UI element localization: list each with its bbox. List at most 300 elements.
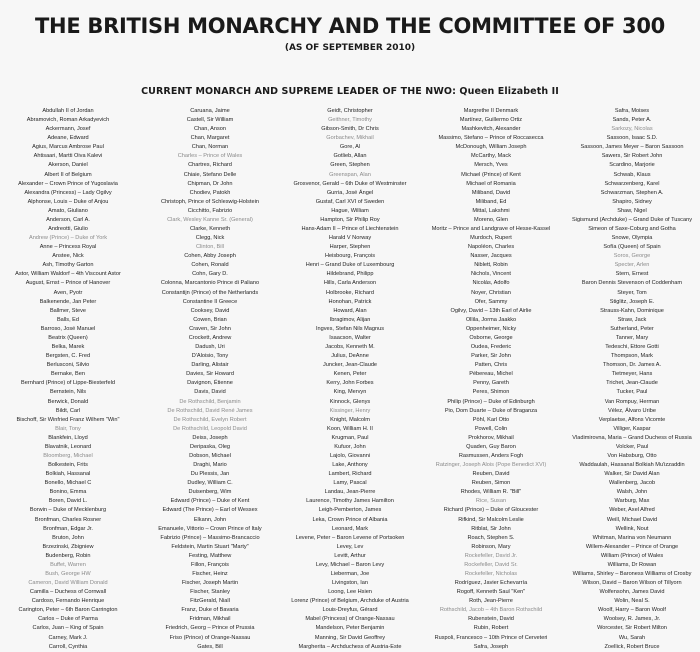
- list-item: Van Rompuy, Herman: [604, 398, 660, 405]
- list-item: Woolsey, R. James, Jr.: [603, 616, 661, 623]
- list-item: Chan, Margaret: [190, 135, 230, 142]
- list-item: Bolkestein, Frits: [48, 462, 88, 469]
- list-item: Darling, Alistair: [191, 362, 229, 369]
- list-item: Balls, Ed: [56, 316, 80, 323]
- list-item: Miliband, David: [471, 189, 511, 196]
- list-item: Fischer, Heinz: [192, 570, 228, 577]
- list-item: Bush, George HW: [45, 570, 91, 577]
- list-item: Thompson, Mark: [611, 353, 653, 360]
- list-item: Constantine II Greece: [182, 298, 238, 305]
- list-item: Vladimirovna, Maria – Grand Duchess of Russia: [572, 434, 692, 441]
- list-item: Margrethe II Denmark: [463, 108, 519, 114]
- list-item: Powell, Colin: [474, 425, 508, 432]
- list-item: Deiss, Joseph: [192, 434, 228, 441]
- list-item: Scardino, Marjorie: [609, 162, 655, 169]
- list-item: Dobson, Michael: [189, 452, 231, 459]
- list-item: Budenberg, Robin: [45, 552, 91, 559]
- list-item: Philip (Prince) – Duke of Edinburgh: [447, 398, 535, 405]
- list-item: Sofía (Queen) of Spain: [603, 244, 661, 251]
- list-item: Ruspoli, Francesco – 10th Prince of Cerveteri: [434, 634, 548, 641]
- list-item: Amato, Giuliano: [48, 207, 88, 214]
- list-item: Niblett, Robin: [474, 262, 508, 269]
- list-item: Bolkiah, Hassanal: [45, 471, 91, 478]
- list-item: Emanuele, Vittorio – Crown Prince of Italy: [158, 525, 262, 532]
- list-item: Heisbourg, François: [324, 253, 376, 260]
- list-item: Dadush, Uri: [195, 344, 225, 351]
- list-item: Rodríguez, Javier Echevarría: [454, 580, 528, 587]
- list-item: Bruton, John: [52, 534, 84, 541]
- name-column-1: [4, 107, 132, 652]
- list-item: Reuben, Simon: [471, 480, 511, 487]
- list-item: Osborne, George: [469, 334, 513, 341]
- list-item: Rice, Susan: [475, 498, 507, 505]
- list-item: Buffet, Warren: [50, 561, 86, 568]
- list-item: Sutherland, Peter: [610, 325, 654, 332]
- list-item: Clarke, Kenneth: [189, 226, 231, 233]
- list-item: Davies, Sir Howard: [186, 371, 234, 378]
- list-item: Hildebrand, Philipp: [326, 271, 374, 278]
- list-item: Rhodes, William R. "Bill": [460, 489, 522, 496]
- list-item: Williams, Dr Rowan: [607, 561, 657, 568]
- list-item: Andrew (Prince) – Duke of York: [28, 235, 108, 242]
- list-item: Strauss-Kahn, Dominique: [600, 307, 664, 314]
- list-item: Blair, Tony: [55, 425, 81, 432]
- list-item: Schwab, Klaus: [613, 171, 651, 178]
- list-item: Specter, Arlen: [614, 262, 650, 269]
- list-item: Hampton, Sir Philip Roy: [320, 216, 380, 223]
- list-item: Borwin – Duke of Mecklenburg: [29, 507, 107, 514]
- list-item: Barroso, José Manuel: [40, 325, 96, 332]
- list-item: Cohen, Abby Joseph: [184, 253, 236, 260]
- list-item: Rockefeller, David Jr.: [464, 552, 518, 559]
- list-item: Prokhorov, Mikhail: [468, 434, 514, 441]
- list-item: Agius, Marcus Ambrose Paul: [32, 144, 104, 151]
- name-column-2: [146, 107, 274, 652]
- list-item: Carlos – Duke of Parma: [38, 616, 98, 623]
- list-item: Edward (The Prince) – Earl of Wessex: [162, 507, 258, 514]
- list-item: Lake, Anthony: [332, 462, 368, 469]
- list-item: Waddaulah, Hassanal Bolkiah Mu'izzaddin: [579, 462, 685, 469]
- list-item: Bloomberg, Michael: [43, 452, 93, 459]
- list-item: Williams, Shirley – Baroness Williams of Crosby: [572, 570, 692, 577]
- list-item: Nicolás, Adolfo: [472, 280, 510, 287]
- list-item: Cooksey, David: [190, 307, 230, 314]
- list-item: Gibson-Smith, Dr Chris: [321, 126, 379, 133]
- list-item: De Rothschild, Benjamin: [179, 398, 241, 405]
- list-item: Noyer, Christian: [471, 289, 511, 296]
- list-item: Juncker, Jean-Claude: [322, 362, 378, 369]
- list-item: Pébereau, Michel: [469, 371, 513, 378]
- list-item: Chan, Anson: [193, 126, 227, 133]
- list-item: Loong, Lee Hsien: [328, 589, 372, 596]
- list-item: Berlusconi, Silvio: [46, 362, 90, 369]
- list-item: Ibragimov, Alijan: [329, 316, 371, 323]
- list-item: Murdoch, Rupert: [470, 235, 512, 242]
- list-item: Livingston, Ian: [331, 580, 369, 587]
- list-item: Charles – Prince of Wales: [177, 153, 243, 160]
- list-item: Rothschild, Jacob – 4th Baron Rothschild: [439, 607, 543, 614]
- list-item: Fischer, Stanley: [190, 589, 230, 596]
- list-item: Steyer, Tom: [617, 289, 647, 296]
- list-item: Mittal, Lakshmi: [472, 207, 510, 214]
- list-item: Ofer, Sammy: [474, 298, 508, 305]
- list-item: Soros, George: [613, 253, 651, 260]
- list-item: Miliband, Ed: [475, 198, 507, 205]
- list-item: Laurence, Timothy James Hamilton: [306, 498, 394, 505]
- list-item: Hague, William: [331, 207, 369, 214]
- list-item: Ollila, Jorma Jaakko: [465, 316, 517, 323]
- list-item: Ogilvy, David – 13th Earl of Airlie: [450, 307, 532, 314]
- list-item: Kinnock, Glenys: [329, 398, 371, 405]
- section-heading: CURRENT MONARCH AND SUPREME LEADER OF THE NWO: Queen Elizabeth II: [141, 86, 559, 97]
- list-item: Howard, Alan: [333, 307, 367, 314]
- list-item: Penny, Gareth: [473, 380, 509, 387]
- list-item: Friedrich, Georg – Prince of Prussia: [165, 625, 255, 632]
- list-item: Roth, Jean-Pierre: [469, 598, 513, 605]
- list-item: Baron Dennis Stevenson of Coddenham: [581, 280, 683, 287]
- list-item: Clinton, Bill: [196, 244, 224, 251]
- document-subtitle: (AS OF SEPTEMBER 2010): [284, 43, 416, 53]
- list-item: Verplaetse, Alfons Vicomte: [598, 416, 666, 423]
- list-item: Anderson, Carl A.: [46, 216, 90, 223]
- list-item: Zoellick, Robert Bruce: [604, 643, 660, 650]
- list-item: Stiglitz, Joseph E.: [609, 298, 655, 305]
- list-item: Dudley, William C.: [187, 480, 233, 487]
- list-item: Rockefeller, David Sr.: [464, 561, 518, 568]
- list-item: Abdullah II of Jordan: [42, 108, 94, 114]
- list-item: Oppenheimer, Nicky: [465, 325, 517, 332]
- list-item: Walsh, John: [616, 489, 648, 496]
- list-item: Napoléon, Charles: [467, 244, 515, 251]
- list-item: Rasmussen, Anders Fogh: [458, 452, 524, 459]
- list-item: Kerry, John Forbes: [326, 380, 374, 387]
- list-item: Trichet, Jean-Claude: [606, 380, 658, 387]
- list-item: Levitt, Arthur: [334, 552, 366, 559]
- list-item: Landau, Jean-Pierre: [324, 489, 376, 496]
- list-item: Roach, Stephen S.: [467, 534, 515, 541]
- list-item: Alphonse, Louis – Duke of Anjou: [27, 198, 109, 205]
- list-item: Anne – Princess Royal: [39, 244, 97, 251]
- list-item: McDonough, William Joseph: [455, 144, 527, 151]
- list-item: Levey, Lev: [336, 543, 364, 550]
- list-item: Isaacson, Walter: [329, 334, 371, 341]
- list-item: Chan, Norman: [191, 144, 229, 151]
- list-item: Leigh-Pemberton, James: [318, 507, 382, 514]
- list-item: D'Aloisio, Tony: [191, 353, 229, 360]
- list-item: Worcester, Sir Robert Milton: [597, 625, 667, 632]
- list-item: Clegg, Nick: [195, 235, 225, 242]
- list-item: Craven, Sir John: [189, 325, 231, 332]
- list-item: Akerson, Daniel: [48, 162, 88, 169]
- list-item: Carroll, Cynthia: [48, 643, 88, 650]
- list-item: Pöhl, Karl Otto: [472, 416, 510, 423]
- list-item: De Rothschild, Evelyn Robert: [173, 416, 247, 423]
- list-item: Elkann, John: [193, 516, 227, 523]
- list-item: Wallenberg, Jacob: [608, 480, 656, 487]
- list-item: Sassoon, Isaac S.D.: [606, 135, 658, 142]
- list-item: Cameron, David William Donald: [28, 580, 108, 587]
- list-item: Sands, Peter A.: [612, 117, 652, 124]
- list-item: Greenspan, Alan: [329, 171, 371, 178]
- list-item: Pio, Dom Duarte – Duke of Braganza: [444, 407, 538, 414]
- list-item: Schwarzenberg, Karel: [604, 180, 660, 187]
- list-item: Hills, Carla Anderson: [323, 280, 377, 287]
- list-item: Wu, Sarah: [618, 634, 646, 641]
- list-item: Kissinger, Henry: [329, 407, 371, 414]
- list-item: Wilson, David – Baron Wilson of Tillyorn: [582, 580, 682, 587]
- list-item: Oudea, Frederic: [470, 344, 512, 351]
- list-item: Tanner, Mary: [615, 334, 649, 341]
- list-item: Gorbachev, Mikhail: [326, 135, 374, 142]
- list-item: Margherita – Archduchess of Austria-Este: [298, 643, 402, 650]
- list-item: Warburg, Max: [614, 498, 650, 505]
- list-item: Kenen, Peter: [333, 371, 367, 378]
- list-item: Balkenende, Jan Peter: [39, 298, 97, 305]
- list-item: Chodiev, Patokh: [189, 189, 231, 196]
- list-item: Chipman, Dr John: [187, 180, 233, 187]
- list-item: Christoph, Prince of Schleswig-Holstein: [161, 198, 259, 205]
- list-item: Anstee, Nick: [52, 253, 84, 260]
- list-item: Carlos, Juan – King of Spain: [32, 625, 104, 632]
- list-item: Ash, Timothy Garton: [42, 262, 94, 269]
- list-item: Blankfein, Lloyd: [48, 434, 88, 441]
- list-item: Rifkind, Sir Malcolm Leslie: [458, 516, 524, 523]
- list-item: Clark, Wesley Kanne Sr. (General): [167, 216, 253, 223]
- list-item: Brzezinski, Zbigniew: [42, 543, 94, 550]
- list-item: Belka, Marek: [51, 344, 85, 351]
- list-item: Holbrooke, Richard: [326, 289, 374, 296]
- list-item: Patten, Chris: [474, 362, 508, 369]
- list-item: Ahtisaari, Martti Oiva Kalevi: [33, 153, 103, 160]
- list-item: Alexandra (Princess) – Lady Ogilvy: [24, 189, 112, 196]
- list-item: Du Plessis, Jan: [190, 471, 230, 478]
- list-item: Krugman, Paul: [331, 434, 369, 441]
- list-item: Colonna, Marcantonio Prince di Paliano: [160, 280, 260, 287]
- list-item: Geidt, Christopher: [327, 108, 373, 114]
- list-item: Whitman, Marina von Neumann: [592, 534, 672, 541]
- list-item: Safra, Joseph: [473, 643, 509, 650]
- list-item: Levy, Michael – Baron Levy: [315, 561, 385, 568]
- list-item: De Rothschild, Leopold David: [173, 425, 247, 432]
- list-item: Moritz – Prince and Landgrave of Hesse-Kassel: [431, 226, 551, 233]
- list-item: Ingves, Stefan Nils Magnus: [315, 325, 385, 332]
- list-item: Gurria, José Ángel: [326, 189, 374, 196]
- list-item: Koon, William H. II: [326, 425, 373, 432]
- list-item: Camilla – Duchess of Cornwall: [29, 589, 107, 596]
- list-item: Franz, Duke of Bavaria: [181, 607, 239, 614]
- list-item: Willem-Alexander – Prince of Orange: [585, 543, 679, 550]
- list-item: De Rothschild, David René James: [167, 407, 253, 414]
- list-item: Massimo, Stefano – Prince of Roccasecca: [438, 135, 544, 142]
- list-item: Shaw, Nigel: [617, 207, 647, 214]
- list-item: Rockefeller, Nicholas: [464, 570, 518, 577]
- list-item: Rubenstein, David: [468, 616, 514, 623]
- list-item: Cicchitto, Fabrizio: [187, 207, 233, 214]
- list-item: Sassoon, James Meyer – Baron Sassoon: [580, 144, 684, 151]
- list-item: Constantijn (Prince) of the Netherlands: [161, 289, 259, 296]
- list-item: Lajolo, Giovanni: [329, 452, 371, 459]
- list-item: Harper, Stephen: [329, 244, 371, 251]
- list-item: Snowe, Olympia: [611, 235, 653, 242]
- list-item: Safra, Moises: [614, 108, 650, 114]
- list-item: Moreno, Glen: [474, 216, 508, 223]
- list-item: Carington, Peter – 6th Baron Carrington: [18, 607, 118, 614]
- list-item: Bonino, Emma: [49, 489, 87, 496]
- list-item: Thomson, Dr. James A.: [602, 362, 662, 369]
- list-item: Mashkevitch, Alexander: [461, 126, 521, 133]
- list-item: FitzGerald, Niall: [190, 598, 230, 605]
- list-item: Festing, Matthew: [188, 552, 232, 559]
- list-item: Rubin, Robert: [473, 625, 509, 632]
- list-item: Geithner, Timothy: [328, 117, 372, 124]
- list-item: Ballmer, Steve: [49, 307, 87, 314]
- list-item: Leka, Crown Prince of Albania: [312, 516, 388, 523]
- list-item: Aven, Pyotr: [53, 289, 83, 296]
- list-item: Von Habsburg, Otto: [607, 452, 657, 459]
- list-item: Simeon of Saxe-Coburg and Gotha: [588, 226, 676, 233]
- list-item: Castell, Sir William: [186, 117, 234, 124]
- list-item: Levene, Peter – Baron Levene of Portsoken: [295, 534, 405, 541]
- list-item: Chartres, Richard: [188, 162, 232, 169]
- list-item: Andreotti, Giulio: [48, 226, 88, 233]
- list-item: Julius, DeAnne: [331, 353, 369, 360]
- list-item: Parker, Sir John: [471, 353, 511, 360]
- list-item: Bonello, Michael C: [44, 480, 92, 487]
- list-item: Davignon, Étienne: [187, 380, 233, 387]
- list-item: Louis-Dreyfus, Gérard: [322, 607, 378, 614]
- list-item: Shapiro, Sidney: [612, 198, 652, 205]
- list-item: Vélez, Álvaro Uribe: [608, 407, 656, 414]
- list-item: Ackermann, Josef: [45, 126, 91, 133]
- list-item: Alexander – Crown Prince of Yugoslavia: [18, 180, 118, 187]
- list-item: August, Ernst – Prince of Hanover: [25, 280, 111, 287]
- list-item: Lieberman, Joe: [330, 570, 370, 577]
- list-item: Richard (Prince) – Duke of Gloucester: [443, 507, 539, 514]
- list-item: Mabel (Princess) of Orange-Nassau: [305, 616, 395, 623]
- list-item: Friso (Prince) of Orange-Nassau: [169, 634, 251, 641]
- list-item: Woolf, Harry – Baron Woolf: [598, 607, 666, 614]
- list-item: Bergsten, C. Fred: [45, 353, 91, 360]
- list-item: Davis, David: [194, 389, 226, 396]
- list-item: Blavatnik, Leonard: [44, 443, 92, 450]
- list-item: Adeane, Edward: [47, 135, 89, 142]
- list-item: Draghi, Mario: [193, 462, 227, 469]
- list-item: Mandelson, Peter Benjamin: [315, 625, 385, 632]
- list-item: Kufuor, John: [334, 443, 366, 450]
- list-item: Hans-Adam II – Prince of Liechtenstein: [301, 226, 399, 233]
- list-item: Schwarzman, Stephen A.: [600, 189, 664, 196]
- list-item: Lorenz (Prince) of Belgium, Archduke of Austria: [291, 598, 409, 605]
- list-item: Wolfensohn, James David: [599, 589, 665, 596]
- list-item: Crockett, Andrew: [188, 334, 232, 341]
- list-item: Cardoso, Fernando Henrique: [31, 598, 105, 605]
- list-item: Bronfman, Edgar Jr.: [43, 525, 93, 532]
- list-item: Tedeschi, Ettore Gotti: [605, 344, 659, 351]
- list-item: Carney, Mark J.: [48, 634, 88, 641]
- list-item: Boren, David L.: [48, 498, 88, 505]
- list-item: Fischer, Joseph Martin: [181, 580, 239, 587]
- list-item: Ratzinger, Joseph Alois (Pope Benedict XVI): [435, 462, 547, 469]
- list-item: Sigismund (Archduke) – Grand Duke of Tuscany: [571, 216, 692, 223]
- list-item: Fridman, Mikhail: [189, 616, 231, 623]
- list-item: Edward (Prince) – Duke of Kent: [170, 498, 250, 505]
- list-item: Sarkozy, Nicolas: [611, 126, 653, 133]
- list-item: Weber, Axel Alfred: [609, 507, 655, 514]
- list-item: Chiaie, Stefano Delle: [183, 171, 237, 178]
- list-item: Bernhard (Prince) of Lippe-Biesterfeld: [21, 380, 115, 387]
- list-item: Grosvenor, Gerald – 6th Duke of Westminster: [293, 180, 407, 187]
- list-item: Gore, Al: [339, 144, 361, 151]
- list-item: Villiger, Kaspar: [613, 425, 651, 432]
- list-item: Cowen, Brian: [193, 316, 227, 323]
- list-item: King, Mervyn: [333, 389, 367, 396]
- document-title: THE BRITISH MONARCHY AND THE COMMITTEE OF 300: [35, 14, 665, 38]
- list-item: Wellink, Nout: [615, 525, 649, 532]
- list-item: Volcker, Paul: [615, 443, 649, 450]
- name-column-3: [286, 107, 414, 652]
- list-item: Leonard, Mark: [331, 525, 369, 532]
- list-item: Wolin, Neal S.: [614, 598, 650, 605]
- list-item: Cohen, Ronald: [191, 262, 229, 269]
- list-item: Green, Stephen: [330, 162, 370, 169]
- list-item: Caruana, Jaime: [190, 108, 230, 114]
- name-column-5: [568, 107, 696, 652]
- list-item: Mersch, Yves: [474, 162, 508, 169]
- list-item: Abramovich, Roman Arkadyevich: [26, 117, 110, 124]
- list-item: Feldstein, Martin Stuart "Marty": [171, 543, 249, 550]
- list-item: Duisenberg, Wim: [188, 489, 232, 496]
- list-item: Deripaska, Oleg: [189, 443, 231, 450]
- list-item: Bildt, Carl: [55, 407, 81, 414]
- list-item: Peres, Shimon: [472, 389, 510, 396]
- list-item: Michael (Prince) of Kent: [461, 171, 521, 178]
- list-item: Quaden, Guy Baron: [466, 443, 516, 450]
- list-item: Rogoff, Kenneth Saul "Ken": [456, 589, 526, 596]
- list-item: Bernstein, Nils: [49, 389, 87, 396]
- list-item: Weill, Michael David: [606, 516, 658, 523]
- list-item: Sawers, Sir Robert John: [601, 153, 663, 160]
- list-item: Gates, Bill: [197, 643, 223, 650]
- list-item: Cohn, Gary D.: [192, 271, 228, 278]
- list-item: Berwick, Donald: [47, 398, 89, 405]
- list-item: Nichols, Vincent: [470, 271, 511, 278]
- list-item: Fabrizio (Prince) – Massimo-Brancaccio: [160, 534, 260, 541]
- list-item: Lambert, Richard: [328, 471, 372, 478]
- list-item: Knight, Malcolm: [330, 416, 370, 423]
- list-item: Tietmeyer, Hans: [611, 371, 653, 378]
- list-item: Manning, Sir David Geoffrey: [314, 634, 386, 641]
- list-item: Ritblat, Sir John: [471, 525, 511, 532]
- list-item: Gustaf, Carl XVI of Sweden: [315, 198, 385, 205]
- list-item: Martínez, Guillermo Ortiz: [459, 117, 523, 124]
- list-item: Michael of Romania: [466, 180, 516, 187]
- list-item: Bernake, Ben: [51, 371, 85, 378]
- list-item: Nasser, Jacques: [470, 253, 512, 260]
- list-item: Beatrix (Queen): [48, 334, 88, 341]
- list-item: Stern, Ernest: [615, 271, 649, 278]
- list-item: Straw, Jack: [617, 316, 647, 323]
- name-column-4: [427, 107, 555, 652]
- list-item: Bronfman, Charles Rosner: [34, 516, 102, 523]
- list-item: Jacobs, Kenneth M.: [325, 344, 375, 351]
- list-item: Henri – Grand Duke of Luxembourg: [305, 262, 395, 269]
- list-item: McCarthy, Mack: [471, 153, 511, 160]
- list-item: William (Prince) of Wales: [600, 552, 664, 559]
- name-columns: [0, 107, 700, 650]
- list-item: Robinson, Mary: [471, 543, 511, 550]
- list-item: Reuben, David: [472, 471, 510, 478]
- list-item: Harald V Norway: [328, 235, 372, 242]
